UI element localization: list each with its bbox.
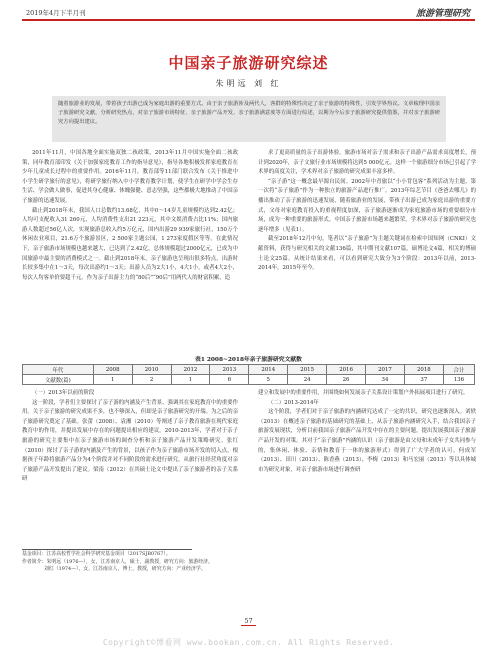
lower-right-column (258, 389, 476, 475)
year-cell: 2012 (171, 365, 210, 375)
count-cell: 1 (93, 375, 132, 385)
table-caption: 表1 2008~2018年亲子旅游研究文献数 (195, 357, 302, 363)
count-cell: 2 (132, 375, 171, 385)
total-count-cell: 136 (443, 375, 474, 385)
year-cell: 2016 (327, 365, 366, 375)
count-cell: 34 (366, 375, 405, 385)
year-cell: 2015 (288, 365, 327, 375)
count-cell: 1 (171, 375, 210, 385)
page-header (0, 0, 497, 22)
author-bio: 作者简介：朱明远（1976—），女，江苏南京人，硕士，副教授，研究方向：旅游经济。 (22, 558, 213, 565)
literature-count-table (22, 364, 475, 385)
total-header-cell: 合计 (443, 365, 474, 375)
footnote-rule (22, 549, 192, 550)
footnotes (22, 551, 252, 574)
article-authors: 朱明远 刘 红 (215, 79, 282, 88)
journal-name: 旅游管理研究 (415, 9, 470, 19)
paragraph: 截至2018年12月中旬，笔者以“亲子旅游”为主题关键词在检索中国知网（CNKI）文献资料，获得与研究相关的文献136篇，其中期刊文献107篇，硕博论文4篇，相关的博硕士论文25篇。从统计结果来看，可以看到研究大致分为3个阶段：2013年以前，2013-2014年，2015年至今。 (258, 236, 476, 272)
paragraph: 这个阶段，学者们对于亲子旅游的内涵研究达成了一定的共识，研究也逐渐深入。刘轶（2013）在概述亲子旅游的基础研究的基础上，从亲子旅游内涵研究入手，结合我国亲子旅游发展现状，分析目前我国亲子旅游产品开发中存在的主要问题，提出发展我国亲子旅游产品开发的对策。其对于“亲子旅游”内涵的认识（亲子旅游是由父母和未成年子女共同参与的，集休闲、体验、亲情和教育于一体的旅游形式）得到了广大学者的认可。何成军（2013）、田川（2013）、陈香燕（2013）、李梅（2013）和马宏丽（2013）等以具体城市为研究对象，对亲子旅游市场进行调查研 (258, 409, 476, 473)
year-cell: 2018 (404, 365, 443, 375)
paragraph: 截止到2018年末，我国人口总数约13.68亿，其中0～14岁儿童规模约达到2.42亿；人均可支配收入31 260元，人均消费性支出21 223元，其中文娱消费占比11%；国内旅游人数超过56亿人次，实现旅游总收入约5万亿元，国内出游29 939家旅行社，150万个休闲农业项目，21.6万个旅游景区，2 500家主题公园，1 273家度假区等等。在此情况下，亲子旅游市场规模也越来越大，已达到了2.42亿，总体规模超过2000亿元，已成为中国旅游中最主要的消费模式之一。截止到2018年末，亲子旅游也呈现出很多特点，出游时长较多集中在1～3天，每次出游约1～3天；出游人员为2大1小，4大1小，或者4大2小，每次人均客单价要超千元。作为亲子出游主力的“80后”“90后”用两代人的财富积累，追 (22, 207, 238, 281)
count-cell: 26 (327, 375, 366, 385)
paragraph: 2011年11月，中国各地全面实施双独二孩政策，2013年11月中国实施全面二孩政策，同年教育部印发《关于加强家庭教育工作的指导意见》，指导各地积极发挥家庭教育在少年儿童成长过程中的重要作用。2016年11月，教育部等11部门联合发布《关于推进中小学生研学旅行的意见》，将研学旅行纳入中小学教育教学计划，使学生在研学中学会生存生活、学会做人做事，促进其身心健康、体魄强健、意志坚强，这些都极大地推动了中国亲子旅游的迅速发展。 (22, 150, 238, 204)
page-number (0, 617, 497, 626)
row-label: 文献数(篇) (23, 375, 94, 385)
count-cell: 5 (249, 375, 288, 385)
author-bio: 刘红（1974—），女，江苏南京人，博士，教授，研究方向：产业经济学。 (44, 566, 206, 573)
table-row (23, 375, 475, 385)
year-cell: 2014 (249, 365, 288, 375)
count-cell: 6 (210, 375, 249, 385)
left-column (22, 149, 238, 283)
year-cell: 2013 (210, 365, 249, 375)
year-cell: 2010 (132, 365, 171, 375)
table-row (23, 365, 475, 375)
row-label: 年代 (23, 365, 94, 375)
section-heading: （一）2013年以前的阶段 (32, 390, 95, 396)
paragraph: “亲子游”这一概念最早源自民间。2002年中青旅以“小小背包客”系列活动为主题，第一次将“亲子旅游”作为一种独立的旅游产品进行推广。2013年综艺节目《爸爸去哪儿》的播出推动了亲子旅游的迅速发展，随着旅游业的发展，带孩子出游已成为家庭出游的重要方式，父母对家庭教育投入的重视程度加深，亲子旅游逐渐成为家庭旅游市场的重要细分市场，成为一种重要的旅游形式。中国亲子旅游市场越来越繁荣，学术界对亲子旅游的研究也逐年增多（见表1）。 (258, 178, 476, 233)
count-cell: 37 (404, 375, 443, 385)
funding-note: 基金项目：江苏高校哲学社会科学研究基金项目（2017SJB0767）。 (22, 551, 171, 557)
paragraph: 建立和发展中的重要作用，并围绕如何发展亲子关系设计策划户外拓展项目进行了研究。 (258, 390, 469, 396)
page-number-text: 57 (241, 617, 255, 626)
paragraph: 求了更高质量的亲子出游体验，旅游市场对亲子需求和亲子出游产品需求高度增长，预计到2020年，亲子文旅行业市场规模将达到5 000亿元。这样一个旅游细分市场已引起了学术界的高度关注，学术界对亲子旅游的研究成果丰富多样。 (258, 150, 476, 176)
year-cell: 2017 (366, 365, 405, 375)
article-title: 中国亲子旅游研究综述 (168, 54, 329, 72)
copyright-watermark: Copyright©博看网 www.bookan.com.cn. All Rights Reserved. (102, 638, 395, 647)
issue-label: 2019年4月下半月刊 (26, 9, 86, 17)
abstract-box: 随着旅游业的发展，带着孩子出游已成为家庭出游的重要方式。由于亲子旅游涉及两代人，客群的特殊性决定了亲子旅游的特殊性，引发学界热议。文章梳理中国亲子旅游研究文献，分析研究热点，对亲子旅游市场特征、亲子旅游产品开发、亲子旅游满意度等方面进行综述，以期为今后亲子旅游研究提供借鉴，并对亲子旅游研究方向提出建议。 (52, 96, 446, 142)
header-rule (22, 19, 475, 21)
paragraph: 这一阶段，学者们主要探讨了亲子游的内涵及产生背景、强调其在家庭教育中的重要作用。关于亲子旅游的研究成果不多，也不够深入，但却是亲子旅游研究的开端。为之后的亲子旅游研究奠定了基础。张蕾（2008）、袁湘（2010）等阐述了亲子教育旅游在现代家庭教育中的作用，并提出发展中存在的问题提出相应的建议。2010-2013年，学者对于亲子旅游的研究主要集中在亲子旅游市场的调查分析和亲子旅游产品开发策略研究。张红（2010）探讨了亲子游的内涵及产生的背景，以孩子作为亲子旅游市场开发的切入点，根据孩子年龄将旅游产品分为4个阶段并对不同阶段的需求进行研究，从旅行社经营角度对亲子旅游产品开发提出了建议。梁南（2012）在其硕士论文中提出了亲子旅游者的亲子关系研 (22, 399, 238, 483)
lower-left-column (22, 389, 238, 485)
count-cell: 24 (288, 375, 327, 385)
year-cell: 2008 (93, 365, 132, 375)
right-column (258, 149, 476, 274)
section-heading: （二）2013-2014年 (268, 399, 319, 406)
